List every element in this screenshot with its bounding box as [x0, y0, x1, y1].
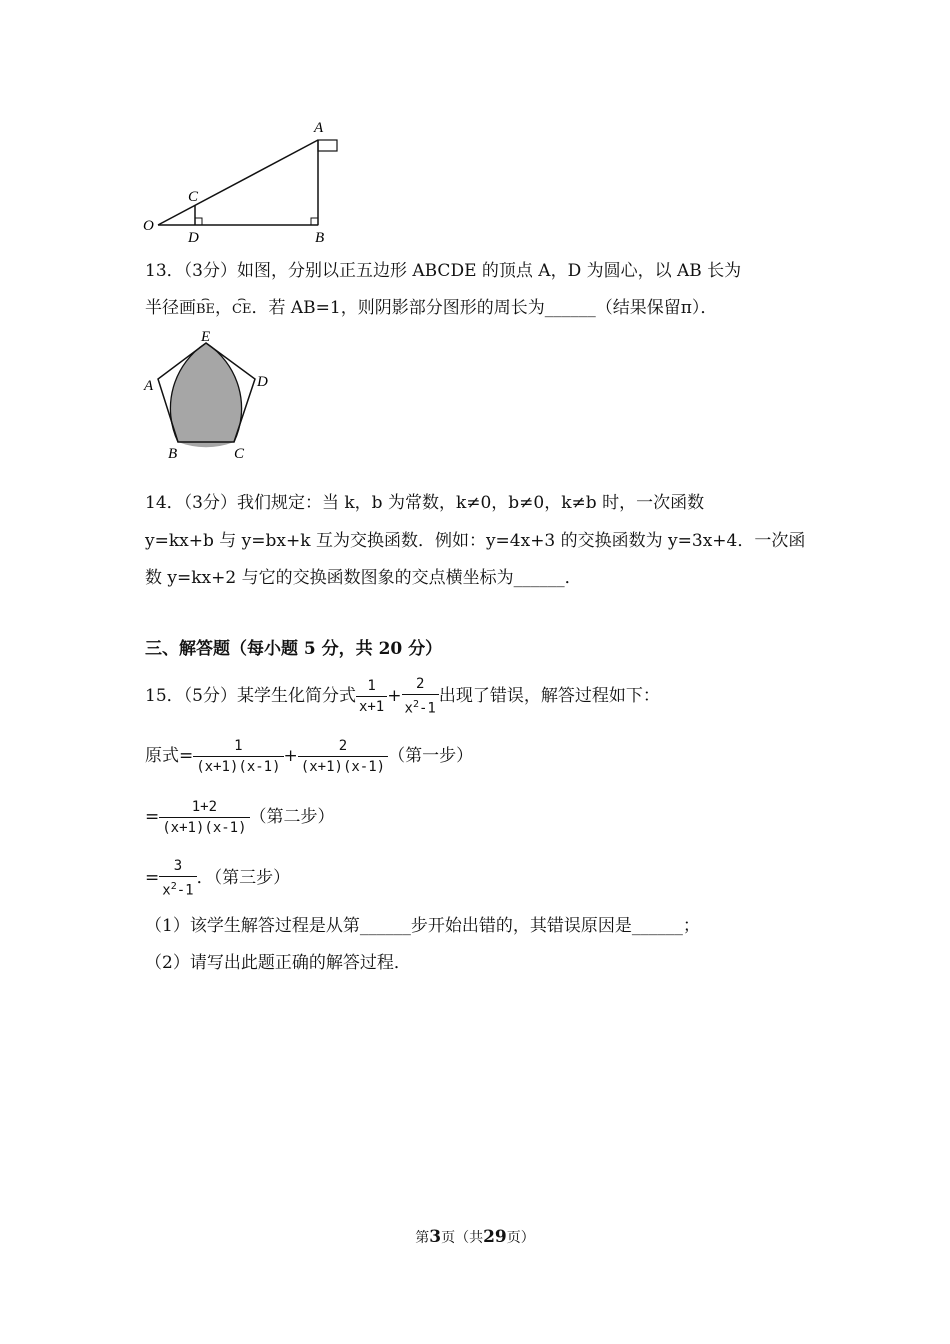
fraction-2-den-b: -1 — [418, 700, 436, 717]
footer-total-pages: 29 — [483, 1227, 507, 1247]
footer-page-number: 3 — [429, 1227, 442, 1247]
step2-label: （第二步） — [249, 807, 335, 827]
page-footer — [0, 1227, 950, 1247]
label-e: E — [201, 329, 211, 345]
step1-fraction-2 — [298, 738, 388, 775]
q14-line1: 14．（3分）我们规定：当 k，b 为常数，k≠0，b≠0，k≠b 时，一次函数 — [145, 493, 705, 513]
pentagon-diagram — [140, 328, 280, 463]
q13-line1: 13．（3分）如图，分别以正五边形 ABCDE 的顶点 A，D 为圆心，以 AB 长为 — [145, 261, 742, 281]
step1-plus: + — [283, 746, 298, 766]
fraction-2-den — [402, 695, 439, 717]
footer-c: 页） — [506, 1230, 535, 1246]
arc-be: ⌢ BE — [196, 299, 215, 321]
step3-den-b: -1 — [176, 882, 194, 899]
q13-line2-b: ， — [215, 298, 233, 318]
plus-sign: + — [387, 686, 402, 706]
label-b: B — [315, 230, 325, 246]
step3-fraction — [159, 858, 196, 899]
step1-fraction-2-den: (x+1)(x-1) — [300, 759, 386, 775]
q15-intro-b: 出现了错误，解答过程如下： — [438, 686, 660, 706]
label-a: A — [314, 120, 324, 136]
step3-fraction-num: 3 — [159, 858, 196, 877]
label-d2: D — [257, 374, 268, 390]
fraction-1-num: 1 — [356, 678, 387, 697]
step3-label: ．（第三步） — [196, 868, 291, 888]
footer-b: 页（共 — [441, 1230, 484, 1246]
fraction-2 — [402, 676, 439, 717]
q15-part2: （2）请写出此题正确的解答过程． — [145, 953, 411, 973]
step2-fraction-den: (x+1)(x-1) — [162, 820, 247, 836]
section-heading: 三、解答题（每小题 5 分，共 20 分） — [145, 639, 443, 659]
label-d: D — [188, 230, 199, 246]
footer-a: 第 — [415, 1230, 430, 1246]
step2-fraction-num: 1+2 — [159, 799, 249, 818]
step1-fraction-1-num: 1 — [193, 738, 283, 757]
step3-prefix: = — [145, 868, 160, 888]
figure-triangle — [138, 118, 358, 246]
step1-fraction-1-den: (x+1)(x-1) — [196, 759, 281, 775]
q14-line2: y=kx+b 与 y=bx+k 互为交换函数．例如：y=4x+3 的交换函数为 y=3x+4．一次函 — [145, 531, 806, 551]
q13-line2-a: 半径画 — [145, 298, 196, 318]
q15-intro — [145, 672, 660, 720]
step3-den-a: x — [162, 882, 171, 899]
fraction-2-den-a: x — [404, 700, 413, 717]
q15-step2 — [145, 795, 335, 839]
figure-pentagon — [140, 328, 280, 463]
label-c: C — [188, 189, 199, 205]
q15-intro-a: 15．（5分）某学生化简分式 — [145, 686, 356, 706]
label-b2: B — [168, 446, 178, 462]
q14-line3: 数 y=kx+2 与它的交换函数图象的交点横坐标为______． — [145, 568, 582, 588]
step1-label: （第一步） — [388, 746, 474, 766]
step2-prefix: = — [145, 807, 160, 827]
fraction-1 — [356, 678, 387, 715]
step3-den-sup: 2 — [170, 881, 177, 893]
fraction-2-num: 2 — [402, 676, 439, 695]
step3-fraction-den — [159, 877, 196, 899]
label-a2: A — [144, 378, 154, 394]
fraction-1-den: x+1 — [358, 699, 385, 715]
q15-part1: （1）该学生解答过程是从第______步开始出错的，其错误原因是______； — [145, 916, 700, 936]
fraction-2-den-sup: 2 — [412, 699, 419, 711]
label-c2: C — [234, 446, 245, 462]
step1-fraction-1 — [193, 738, 283, 775]
step1-fraction-2-num: 2 — [298, 738, 388, 757]
triangle-diagram — [138, 118, 358, 246]
label-o: O — [143, 218, 154, 234]
q13-line2 — [145, 297, 717, 321]
arc-ce: ⌢ CE — [232, 299, 251, 321]
step1-prefix: 原式= — [145, 746, 194, 766]
step2-fraction — [159, 799, 249, 836]
q13-line2-c: ．若 AB=1，则阴影部分图形的周长为______（结果保留π）． — [251, 298, 718, 318]
q15-step3 — [145, 856, 290, 900]
q15-step1 — [145, 734, 473, 778]
